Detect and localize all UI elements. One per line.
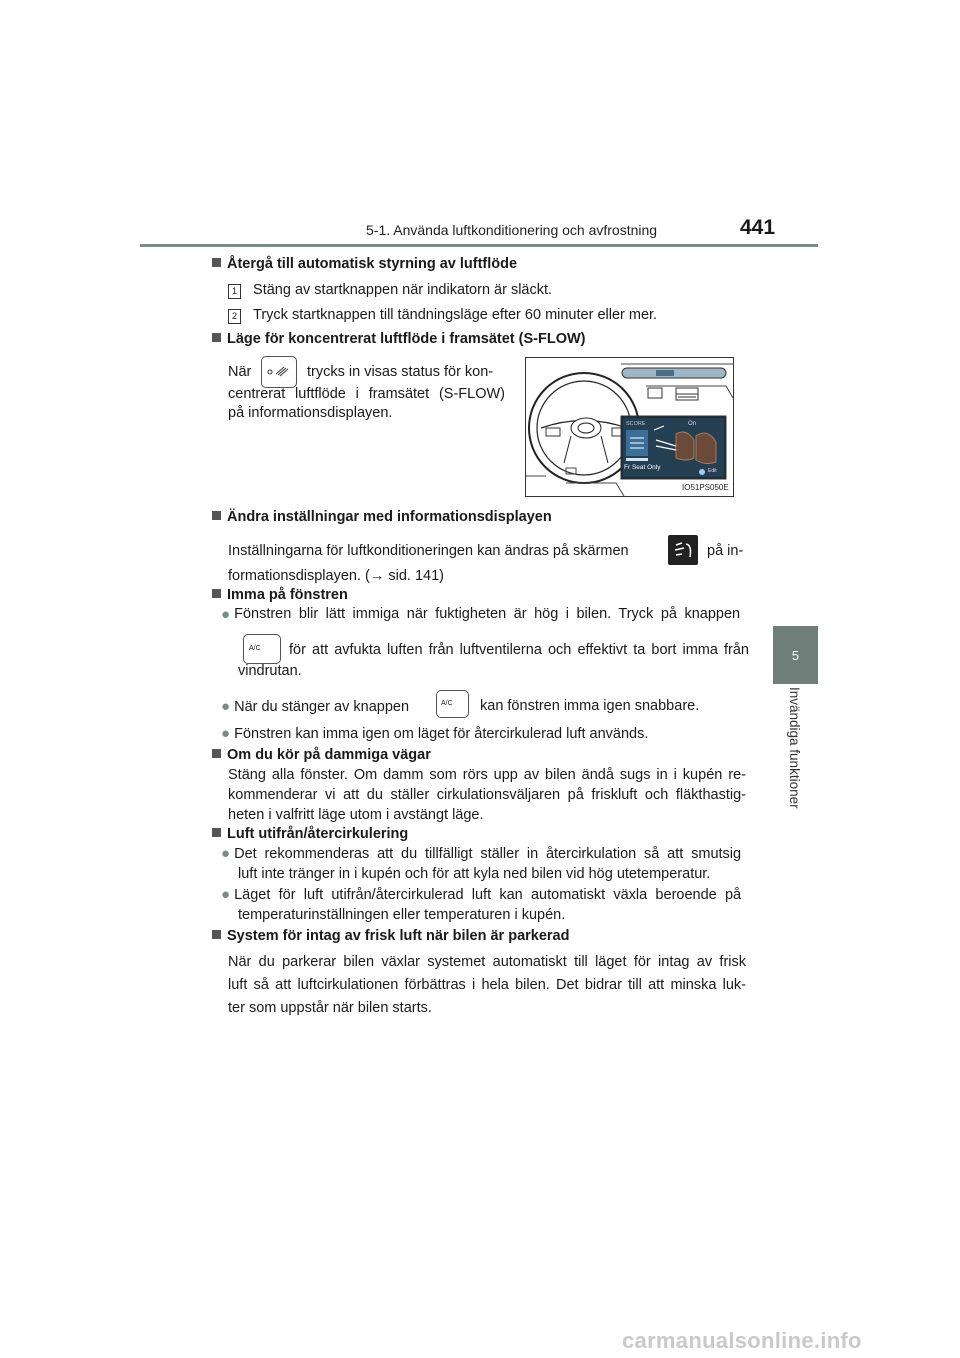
- chapter-tab: [773, 626, 818, 684]
- square-bullet-icon: [212, 589, 221, 598]
- bullet-text: vindrutan.: [238, 663, 302, 679]
- bullet-text: Det rekommenderas att du tillfälligt ställer in återcirkulation så att smutsig: [234, 846, 742, 862]
- body-text: När du parkerar bilen växlar systemet automatiskt till läget för intag av frisk: [228, 954, 746, 970]
- round-bullet-icon: ●: [221, 725, 231, 742]
- section-heading: [212, 509, 552, 525]
- bullet-text: Fönstren blir lätt immiga när fuktigheten är hög i bilen. Tryck på knappen: [234, 606, 741, 622]
- section-heading-text: Luft utifrån/återcirkulering: [227, 826, 409, 842]
- round-bullet-icon: ●: [221, 698, 231, 715]
- step-number-badge: 1: [228, 284, 241, 299]
- square-bullet-icon: [212, 828, 221, 837]
- body-text: trycks in visas status för kon-: [307, 364, 494, 380]
- section-heading: [212, 928, 569, 944]
- step-text: Stäng av startknappen när indikatorn är släckt.: [253, 282, 553, 298]
- round-bullet-icon: ●: [221, 886, 231, 903]
- section-heading: [212, 331, 586, 347]
- ac-button-icon: [243, 634, 281, 664]
- square-bullet-icon: [212, 749, 221, 758]
- step-number-badge: 2: [228, 309, 241, 324]
- body-text: heten i valfritt läge utom i avstängt läge.: [228, 807, 484, 823]
- body-text: centrerat luftflöde i framsätet (S-FLOW): [228, 386, 505, 402]
- page-number: 441: [740, 216, 776, 239]
- body-text: ter som uppstår när bilen starts.: [228, 1000, 432, 1016]
- square-bullet-icon: [212, 333, 221, 342]
- section-heading-text: Ändra inställningar med informationsdisplayen: [227, 509, 552, 525]
- screen-edit-label: Edit: [708, 468, 717, 474]
- bullet-text: Läget för luft utifrån/återcirkulerad luft kan automatiskt växla beroende på: [234, 887, 742, 903]
- body-text: kommenderar vi att du ställer cirkulationsväljaren på friskluft och fläkthastig-: [228, 787, 746, 803]
- ac-icon-label: A/C: [249, 645, 261, 652]
- square-bullet-icon: [212, 258, 221, 267]
- watermark: carmanualsonline.info: [622, 1328, 862, 1353]
- chapter-number: 5: [791, 647, 800, 663]
- header-rule: [140, 244, 818, 247]
- dashboard-drawing: [526, 358, 733, 496]
- screen-on-label: On: [688, 421, 697, 427]
- section-heading-text: Återgå till automatisk styrning av luftflöde: [227, 256, 518, 272]
- ac-icon-label: A/C: [441, 700, 453, 707]
- bullet-text: temperaturinställningen eller temperaturen i kupén.: [238, 907, 566, 923]
- round-bullet-icon: ●: [221, 606, 231, 623]
- chapter-title: Invändiga funktioner: [787, 687, 802, 809]
- body-text: Stäng alla fönster. Om damm som rörs upp av bilen ändå sugs in i kupén re-: [228, 767, 746, 783]
- body-text: på informationsdisplayen.: [228, 405, 393, 421]
- ac-button-icon: [436, 690, 469, 718]
- body-text: När: [228, 364, 252, 380]
- chapter-tab-label-area: [773, 684, 818, 874]
- body-text: luft så att luftcirkulationen förbättras i hela bilen. Det bidrar till att minska luk-: [228, 977, 746, 993]
- section-heading: [212, 747, 431, 763]
- body-text: formationsdisplayen. (→ sid. 141): [228, 568, 444, 584]
- section-heading: [212, 587, 348, 603]
- figure-code: IO51PS050E: [682, 483, 729, 492]
- section-heading-text: Imma på fönstren: [227, 587, 348, 603]
- bullet-text: När du stänger av knappen: [234, 699, 410, 715]
- step-2: [228, 305, 657, 326]
- bullet-text: för att avfukta luften från luftventilerna och effektivt ta bort imma från: [289, 642, 749, 658]
- bullet-item: [221, 604, 748, 626]
- bullet-text: kan fönstren imma igen snabbare.: [480, 698, 700, 714]
- bullet-item: [221, 885, 741, 905]
- section-heading-text: Läge för koncentrerat luftflöde i framsätet (S-FLOW): [227, 331, 586, 347]
- screen-score-label: SCORE: [626, 421, 646, 427]
- section-heading: [212, 826, 408, 842]
- header-section-title: 5-1. Använda luftkonditionering och avfrostning: [366, 222, 658, 238]
- round-bullet-icon: ●: [221, 845, 231, 862]
- screen-fr-seat-label: Fr Seat Only: [624, 464, 661, 471]
- bullet-item: [221, 844, 741, 864]
- body-text: på in-: [707, 543, 744, 559]
- body-text: Inställningarna för luftkonditioneringen kan ändras på skärmen: [228, 543, 629, 559]
- square-bullet-icon: [212, 511, 221, 520]
- step-text: Tryck startknappen till tändningsläge efter 60 minuter eller mer.: [253, 307, 658, 323]
- section-heading-text: Om du kör på dammiga vägar: [227, 747, 431, 763]
- dashboard-illustration: [525, 357, 734, 497]
- step-1: [228, 280, 552, 301]
- square-bullet-icon: [212, 930, 221, 939]
- bullet-text: Fönstren kan imma igen om läget för återcirkulerad luft används.: [234, 726, 649, 742]
- climate-screen-icon: [668, 535, 698, 565]
- section-heading: [212, 256, 517, 272]
- bullet-item: [221, 723, 648, 745]
- section-heading-text: System för intag av frisk luft när bilen är parkerad: [227, 928, 570, 944]
- bullet-text: luft inte tränger in i kupén och för att kyla ned bilen vid hög utetemperatur.: [238, 866, 711, 882]
- bullet-item: [221, 696, 409, 718]
